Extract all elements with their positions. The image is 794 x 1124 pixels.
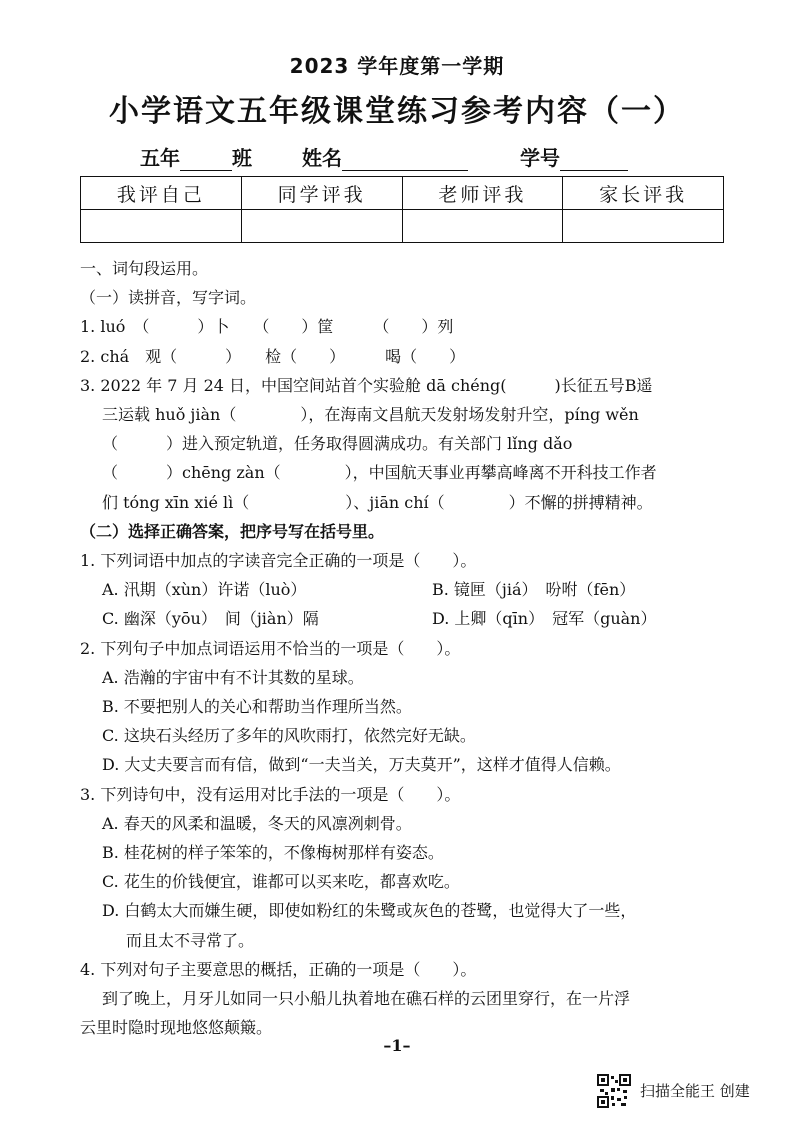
exam-title: 小学语文五年级课堂练习参考内容（一） [109,94,685,129]
grade-label: 五年 [140,146,180,170]
eval-header-parent: 家长评我 [563,177,724,210]
pinyin-q3-line2: 三运载 huǒ jiàn（ ），在海南文昌航天发射场发射升空，píng wěn [102,405,639,425]
evaluation-table [80,176,724,243]
choice-q1-stem: 1. 下列词语中加点的字读音完全正确的一项是（ ）。 [80,551,477,571]
section1-title: 一、词句段运用。 [80,259,209,278]
choice-q4-passage-line1: 到了晚上，月牙儿如同一只小船儿执着地在礁石样的云团里穿行，在一片浮 [102,989,631,1009]
choice-q3-option-b[interactable]: B. 桂花树的样子笨笨的，不像梅树那样有姿态。 [102,843,444,863]
eval-cell-parent[interactable] [563,210,724,243]
name-label: 姓名 [302,146,342,170]
choice-q4-stem: 4. 下列对句子主要意思的概括，正确的一项是（ ）。 [80,959,477,979]
year-term-heading: 2023 学年度第一学期 [289,54,505,78]
eval-header-row [81,177,724,210]
eval-blank-row [81,210,724,243]
choice-q2-option-a[interactable]: A. 浩瀚的宇宙中有不计其数的星球。 [102,667,364,687]
page-number: –1– [383,1036,411,1055]
eval-header-teacher: 老师评我 [402,177,563,210]
choice-q2-stem: 2. 下列句子中加点词语运用不恰当的一项是（ ）。 [80,638,461,658]
pinyin-q3-line1: 3. 2022 年 7 月 24 日，中国空间站首个实验舱 dā chéng( )长征五号B遥 [80,375,653,395]
choice-q1-option-a[interactable]: A. 汛期（xùn）许诺（luò） [102,580,307,600]
choice-q1-option-d[interactable]: D. 上卿（qīn） 冠军（guàn） [432,609,657,629]
exercise-body [80,254,740,1042]
scanner-watermark: 扫描全能王 创建 [640,1082,750,1100]
part2-title: （二）选择正确答案，把序号写在括号里。 [80,521,385,541]
choice-q3-option-d[interactable]: D. 白鹤太大而嫌生硬，即使如粉红的朱鹭或灰色的苍鹭，也觉得大了一些， [102,901,637,921]
choice-q2-option-b[interactable]: B. 不要把别人的关心和帮助当作理所当然。 [102,697,412,717]
eval-header-self: 我评自己 [81,177,242,210]
pinyin-q1: 1. luó （ ）卜 （ ）筐 （ ）列 [80,317,454,337]
choice-q1-option-c[interactable]: C. 幽深（yōu） 间（jiàn）隔 [102,609,319,629]
choice-q2-option-c[interactable]: C. 这块石头经历了多年的风吹雨打，依然完好无缺。 [102,726,476,746]
part1-title: （一）读拼音，写字词。 [80,288,257,308]
choice-q1-option-b[interactable]: B. 镜匣（jiá） 吩咐（fēn） [432,580,636,600]
pinyin-q3-line5: 们 tóng xīn xié lì（ ）、jiān chí（ ）不懈的拼搏精神。 [102,492,653,512]
choice-q2-option-d[interactable]: D. 大丈夫要言而有信，做到“一夫当关，万夫莫开”，这样才值得人信赖。 [102,755,621,775]
class-blank[interactable] [180,151,232,171]
choice-q3-option-c[interactable]: C. 花生的价钱便宜，谁都可以买来吃，都喜欢吃。 [102,872,460,892]
name-blank[interactable] [342,151,468,171]
eval-cell-classmate[interactable] [241,210,402,243]
eval-header-classmate: 同学评我 [241,177,402,210]
eval-cell-teacher[interactable] [402,210,563,243]
eval-cell-self[interactable] [81,210,242,243]
choice-q3-option-a[interactable]: A. 春天的风柔和温暖，冬天的风凛冽刺骨。 [102,813,412,833]
choice-q1-row2 [80,604,740,633]
choice-q3-stem: 3. 下列诗句中，没有运用对比手法的一项是（ ）。 [80,784,461,804]
choice-q3-option-d-cont: 而且太不寻常了。 [126,930,255,950]
id-label: 学号 [520,146,560,170]
qr-code-icon [597,1074,631,1108]
student-info-line [140,142,700,171]
class-label: 班 [232,146,252,170]
choice-q4-passage-line2: 云里时隐时现地悠悠颠簸。 [80,1018,273,1038]
pinyin-q3-line3: （ ）进入预定轨道，任务取得圆满成功。有关部门 lǐng dǎo [102,434,573,454]
id-blank[interactable] [560,151,628,171]
pinyin-q3-line4: （ ）chēng zàn（ ），中国航天事业再攀高峰离不开科技工作者 [102,463,657,483]
pinyin-q2: 2. chá 观（ ） 检（ ） 喝（ ） [80,346,466,366]
choice-q1-row1 [80,575,740,604]
